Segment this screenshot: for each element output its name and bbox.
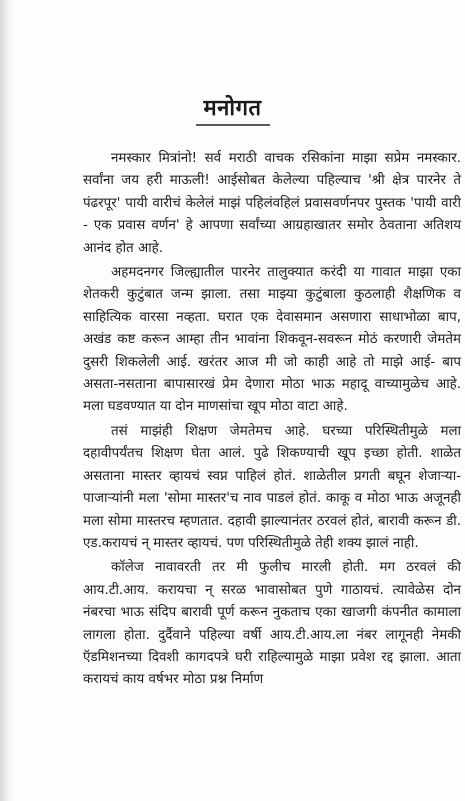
paragraph-4: कॉलेज नावावरती तर मी फुलीच मारली होती. मग ठरवलं की आय.टी.आय. करायचा न् सरळ भावासोबत पुणे गाठायचं. त्यावेळेस दोन नंबरचा भाऊ संदिप बारावी पूर्ण करून नुकताच एका खाजगी कंपनीत कामाला लागला होता. दुर्दैवाने पहिल्या वर्षी आय.टी.आय.ला नंबर लागूनही नेमकी ऍडमिशनच्या दिवशी कागदपत्रे घरी राहिल्यामुळे माझा प्रवेश रद्द झाला. आता करायचं काय वर्षभर मोठा प्रश्न निर्माण xyxy=(83,560,461,688)
paragraph-2: अहमदनगर जिल्ह्यातील पारनेर तालुक्यात करंदी या गावात माझा एका शेतकरी कुटुंबात जन्म झाला. तसा माझ्या कुटुंबाला कुठलाही शैक्षणिक व साहित्यिक वारसा नव्हता. घरात एक देवासमान असणारा साधाभोळा बाप, अखंड कष्ट करून आम्हा तीन भावांना शिकवून-सवरून मोठं करणारी जेमतेम दुसरी शिकलेली आई. खरंतर आज मी जो काही आहे तो माझे आई- बाप असता-नसताना बापासारखं प्रेम देणारा मोठा भाऊ महादू वाच्यामुळेच आहे. मला घडवण्यात या दोन माणसांचा खूप मोठा वाटा आहे. xyxy=(83,265,461,415)
paragraph-3: तसं माझंही शिक्षण जेमतेमच आहे. घरच्या परिस्थितीमुळे मला दहावीपर्यंतच शिक्षण घेता आलं. पुढे शिकण्याची खूप इच्छा होती. शाळेत असताना मास्तर व्हायचं स्वप्न पाहिलं होतं. शाळेतील प्रगती बघून शेजाऱ्या- पाजाऱ्यांनी मला 'सोमा मास्तर'च नाव पाडलं होतं. काकू व मोठा भाऊ अजूनही मला सोमा मास्तरच म्हणतात. दहावी झाल्यानंतर ठरवलं होतं, बारावी करून डी. एड.करायचं न् मास्तर व्हायचं. पण परिस्थितीमुळे तेही शक्य झालं नाही. xyxy=(83,423,461,551)
preface-body xyxy=(83,148,461,694)
paragraph-1: नमस्कार मित्रांनो! सर्व मराठी वाचक रसिकांना माझा सप्रेम नमस्कार. सर्वांना जय हरी माऊली! आईसोबत केलेल्या पहिल्याच 'श्री क्षेत्र पारनेर ते पंढरपूर' पायी वारीचं केलेलं माझं पहिलंवहिलं प्रवासवर्णनपर पुस्तक 'पायी वारी - एक प्रवास वर्णन' हे आपणा सर्वांच्या आग्रहाखातर समोर ठेवताना अतिशय आनंद होत आहे. xyxy=(83,151,461,256)
page-title: मनोगत xyxy=(203,95,262,121)
title-underline xyxy=(196,124,270,126)
